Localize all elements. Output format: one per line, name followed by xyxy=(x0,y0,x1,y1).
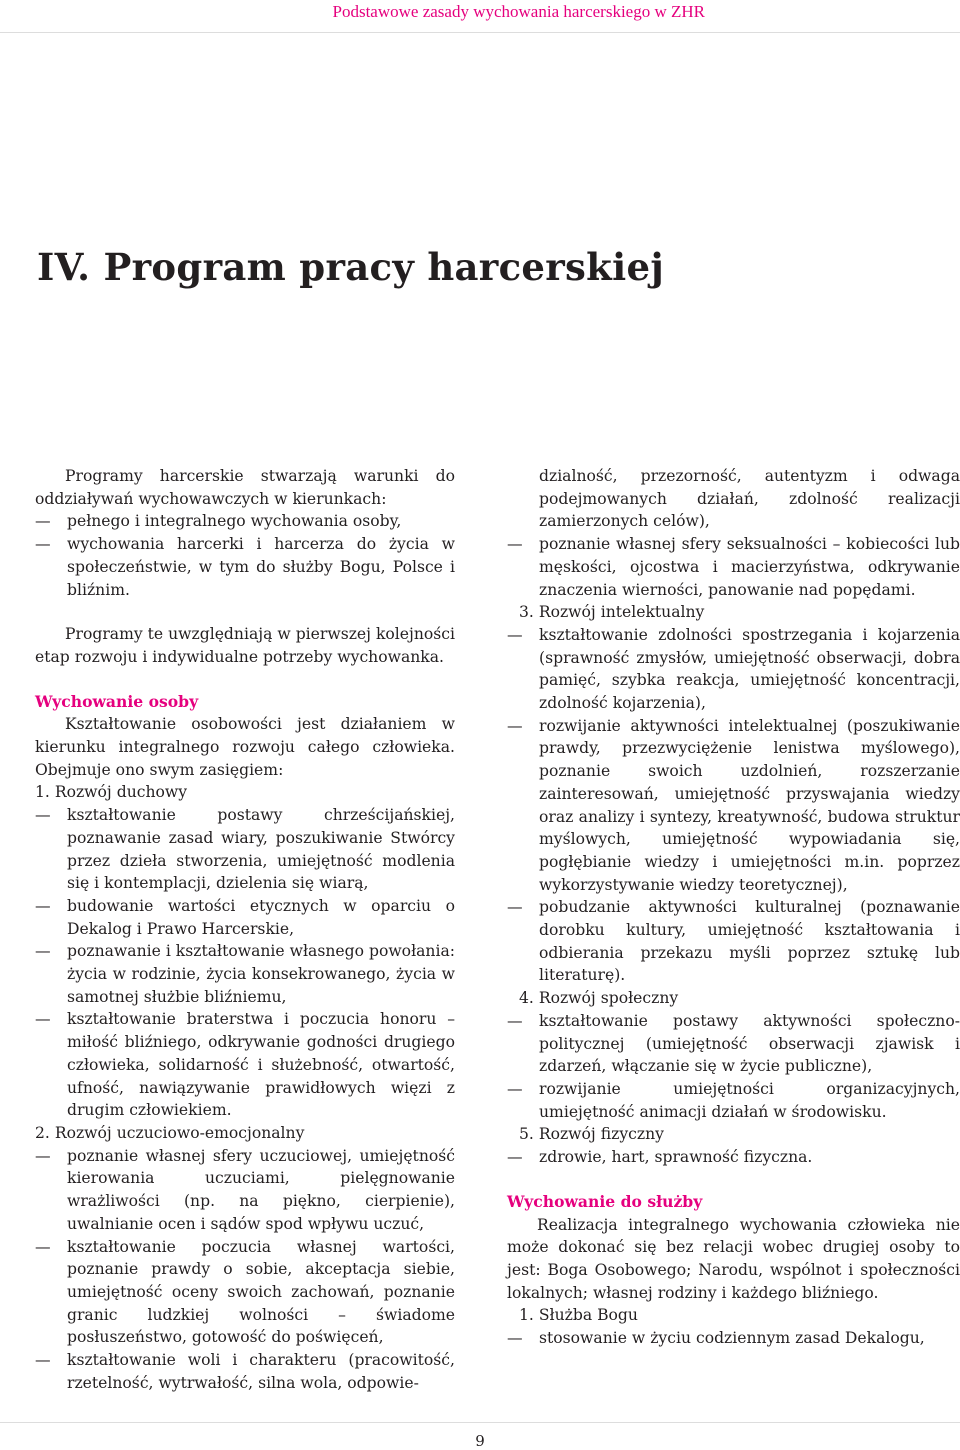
list-item-continuation: dzialność, przezorność, autentyzm i odwaga podejmowanych działań, zdolność realizacji zamierzonych celów), xyxy=(539,467,960,531)
list-item: — budowanie wartości etycznych w oparciu o Dekalog i Prawo Harcerskie, xyxy=(35,895,455,940)
paragraph: Realizacja integralnego wychowania człowieka nie może dokonać się bez relacji wobec drugiej osoby to jest: Boga Osobowego; Narodu, wspólnot i społeczności lokalnych; własnej rodziny i każdego bliźniego. xyxy=(507,1215,960,1302)
dash-marker xyxy=(507,1327,539,1350)
dash-marker xyxy=(35,1236,67,1350)
dash-marker xyxy=(507,1010,539,1078)
list-item: — kształtowanie woli i charakteru (pracowitość, rzetelność, wytrwałość, silna wola, odpowie- xyxy=(35,1349,455,1394)
page-number: 9 xyxy=(475,1432,485,1450)
subsection-heading: 2. Rozwój uczuciowo-emocjonalny xyxy=(35,1123,305,1142)
dash-marker xyxy=(35,1145,67,1236)
list-item: — rozwijanie umiejętności organizacyjnych, umiejętność animacji działań w środowisku. xyxy=(507,1078,960,1123)
dash-marker xyxy=(35,510,67,533)
paragraph: Kształtowanie osobowości jest działaniem w kierunku integralnego rozwoju całego człowieka. Obejmuje ono swym zasięgiem: xyxy=(35,715,455,779)
list-item: — kształtowanie braterstwa i poczucia honoru – miłość bliźniego, odkrywanie godności drugiego człowieka, solidarność i służebność, otwartość, ufność, nawiązywanie prawidłowych więzi z drugim człowiekiem. xyxy=(35,1008,455,1122)
list-item: — pobudzanie aktywności kulturalnej (poznawanie dorobku kultury, umiejętność kształtowania i odbierania przekazu myśli poprzez sztukę lub literaturę). xyxy=(507,896,960,987)
left-column xyxy=(35,465,455,1394)
dash-marker xyxy=(35,940,67,1008)
subsection-heading: 3. Rozwój intelektualny xyxy=(519,603,705,622)
dash-marker xyxy=(507,1146,539,1169)
list-item: — pełnego i integralnego wychowania osoby, xyxy=(35,510,455,533)
section-heading: Wychowanie osoby xyxy=(35,691,199,711)
subsection-heading: 1. Rozwój duchowy xyxy=(35,783,188,802)
list-item: — kształtowanie postawy aktywności społeczno-politycznej (umiejętność obserwacji zjawisk i zdarzeń, włączanie się w życie publiczne), xyxy=(507,1010,960,1078)
chapter-title: IV. Program pracy harcerskiej xyxy=(37,245,665,289)
list-item: — rozwijanie aktywności intelektualnej (poszukiwanie prawdy, przezwyciężenie lenistwa myślowego), poznanie swoich uzdolnień, rozszerzanie zainteresowań, umiejętność przyswajania wiedzy oraz analizy i syntezy, kreatywność, budowa struktur myślowych, umiejętność wypowiadania się, pogłębianie wiedzy i umiejętności m.in. poprzez wykorzystywanie wiedzy teoretycznej), xyxy=(507,715,960,897)
list-item: — poznanie własnej sfery uczuciowej, umiejętność kierowania uczuciami, pielęgnowanie wrażliwości (np. na piękno, cierpienie), uwalnianie ocen i sądów spod wpływu uczuć, xyxy=(35,1145,455,1236)
subsection-heading: 5. Rozwój fizyczny xyxy=(519,1125,664,1144)
list-item: — kształtowanie zdolności spostrzegania i kojarzenia (sprawność zmysłów, umiejętność obserwacji, dobra pamięć, szybka reakcja, umiejętność koncentracji, zdolność kojarzenia), xyxy=(507,624,960,715)
dash-marker xyxy=(507,715,539,897)
dash-marker xyxy=(35,533,67,601)
right-column xyxy=(507,465,960,1350)
list-item: — stosowanie w życiu codziennym zasad Dekalogu, xyxy=(507,1327,960,1350)
subsection-heading: 1. Służba Bogu xyxy=(519,1306,638,1325)
header-rule xyxy=(0,32,960,33)
section-heading: Wychowanie do służby xyxy=(507,1191,703,1211)
dash-marker xyxy=(507,896,539,987)
dash-marker xyxy=(35,895,67,940)
list-item: — poznanie własnej sfery seksualności – kobiecości lub męskości, ojcostwa i macierzyństwa, odkrywanie znaczenia wierności, panowanie nad popędami. xyxy=(507,533,960,601)
subsection-heading: 4. Rozwój społeczny xyxy=(519,989,679,1008)
list-item: — wychowania harcerki i harcerza do życia w społeczeństwie, w tym do służby Bogu, Polsce i bliźnim. xyxy=(35,533,455,601)
list-item: — kształtowanie postawy chrześcijańskiej, poznawanie zasad wiary, poszukiwanie Stwórcy przez dzieła stworzenia, umiejętność modlenia się i kontemplacji, dzielenia się wiarą, xyxy=(35,804,455,895)
dash-marker xyxy=(35,804,67,895)
list-item: — kształtowanie poczucia własnej wartości, poznanie prawdy o sobie, akceptacja siebie, umiejętność oceny swoich zachowań, poznanie granic ludzkiej wolności – świadome posłuszeństwo, gotowość do poświęceń, xyxy=(35,1236,455,1350)
dash-marker xyxy=(507,1078,539,1123)
intro-paragraph: Programy harcerskie stwarzają warunki do oddziaływań wychowawczych w kierunkach: xyxy=(35,467,455,508)
list-item: — zdrowie, hart, sprawność fizyczna. xyxy=(507,1146,960,1169)
dash-marker xyxy=(35,1349,67,1394)
footer-rule xyxy=(0,1422,960,1423)
paragraph: Programy te uwzględniają w pierwszej kolejności etap rozwoju i indywidualne potrzeby wychowanka. xyxy=(35,625,455,666)
list-item: — poznawanie i kształtowanie własnego powołania: życia w rodzinie, życia konsekrowanego, życia w samotnej służbie bliźniemu, xyxy=(35,940,455,1008)
dash-marker xyxy=(35,1008,67,1122)
running-header: Podstawowe zasady wychowania harcerskiego w ZHR xyxy=(332,2,705,21)
dash-marker xyxy=(507,624,539,715)
dash-marker xyxy=(507,533,539,601)
